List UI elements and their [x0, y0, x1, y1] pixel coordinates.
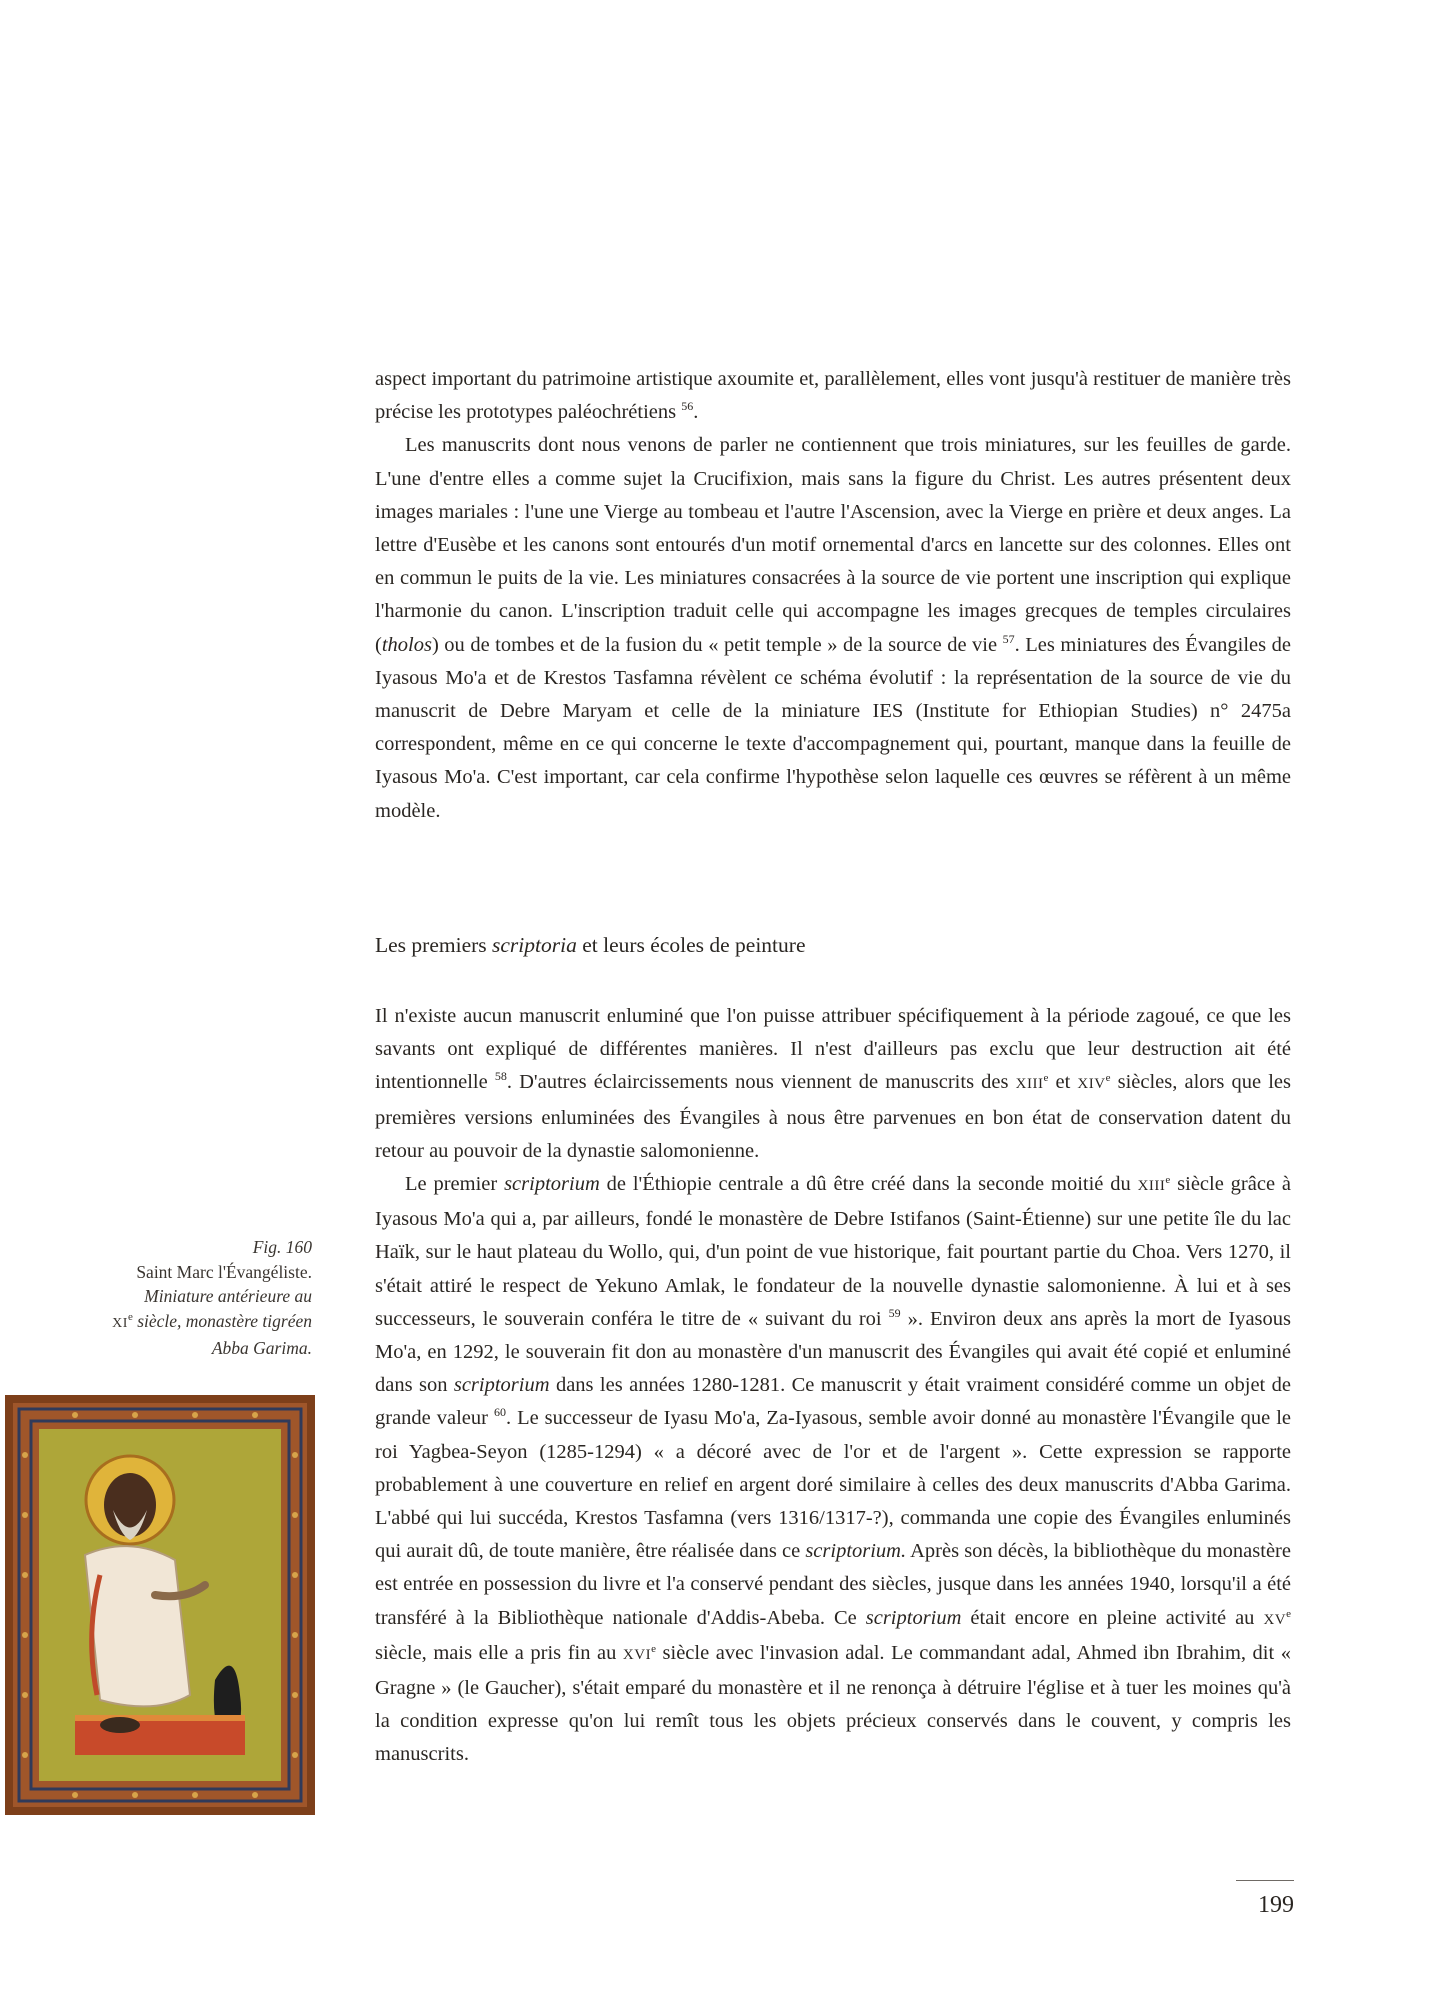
paragraph	[375, 1168, 1291, 1772]
figure-description	[60, 1309, 312, 1337]
page-number: 199	[1258, 1892, 1294, 1918]
figure-number: Fig. 160	[252, 1237, 312, 1257]
paragraph-text: Les manuscrits dont nous venons de parler ne contiennent que trois miniatures, sur les feuilles de garde. L'une d'entre elles a comme sujet la Crucifixion, mais sans la figure du Christ. Les autres présentent deux images mariales : l'une une Vierge au tombeau et l'autre l'Ascension, avec la Vierge en prière et deux anges. La lettre d'Eusèbe et les canons sont entourés d'un motif ornemental d'arcs en lancette sur des colonnes. Elles ont en commun le puits de la vie. Les miniatures consacrées à la source de vie portent une inscription qui explique l'harmonie du canon. L'inscription traduit celle qui accompagne les images grecques de temples circulaires (	[375, 434, 1291, 656]
heading-italic-term: scriptoria	[492, 933, 577, 957]
paragraph	[375, 1000, 1291, 1168]
paragraph-text: Après son décès, la bibliothèque du monastère est entrée en possession du livre et l'a conservé pendant des siècles, jusque dans les années 1940, lorsqu'il a été transféré à la Bibliothèque nationale d'Addis-Abeba. Ce	[375, 1540, 1291, 1629]
figure-description-text: siècle, monastère tigréen	[132, 1310, 312, 1331]
paragraph	[375, 429, 1291, 827]
miniature-saint-mark-image	[5, 1395, 315, 1815]
century-suffix: e	[1165, 1174, 1171, 1187]
footnote-ref[interactable]: 58	[494, 1069, 507, 1084]
paragraph-text: . Les miniatures des Évangiles de Iyasous Mo'a et de Krestos Tasfamna révèlent ce schéma évolutif : la représentation de la source de vie du manuscrit de Debre Maryam et celle de la miniature IES (Institute for Ethiopian Studies) n° 2475a correspondent, même en ce qui concerne le texte d'accompagnement qui, pourtant, manque dans la feuille de Iyasous Mo'a. C'est important, car cela confirme l'hypothèse selon laquelle ces œuvres se réfèrent à un même modèle.	[375, 633, 1292, 822]
century-numeral: XI	[112, 1315, 128, 1331]
paragraph-text: .	[693, 401, 699, 424]
white-robe	[85, 1546, 190, 1706]
paragraph	[375, 363, 1291, 429]
paragraph-text: ) ou de tombes et de la fusion du « petit temple » de la source de vie	[431, 633, 998, 656]
paragraph-text: Il n'existe aucun manuscrit enluminé que l'on puisse attribuer spécifiquement à la période zagoué, ce que les savants ont expliqué de différentes manières. Il n'est d'ailleurs pas exclu que leur destruction ait été intentionnelle	[375, 1005, 1291, 1094]
paragraph-text: . Le successeur de Iyasu Mo'a, Za-Iyasous, semble avoir donné au monastère l'Évangile que le roi Yagbea-Seyon (1285-1294) « a décoré avec de l'or et de l'argent ». Cette expression se rapporte probablement à une couverture en relief en argent doré similaire à celles des deux manuscrits d'Abba Garima. L'abbé qui lui succéda, Krestos Tasfamna (vers 1316/1317-?), commanda une copie des Évangiles enluminés qui aurait dû, de toute manière, être réalisée dans ce	[375, 1407, 1291, 1563]
paragraph-text: . D'autres éclaircissements nous viennent de manuscrits des	[506, 1071, 1016, 1094]
heading-text: Les premiers	[375, 933, 493, 957]
section-heading	[375, 930, 1291, 960]
paragraph-text: siècles, alors que les premières versions enluminées des Évangiles à nous être parvenues en bon état de conservation datent du retour au pouvoir de la dynastie salomonienne.	[375, 1071, 1291, 1162]
page-number-rule	[1236, 1880, 1294, 1881]
figure-title: Saint Marc l'Évangéliste.	[136, 1261, 312, 1282]
footnote-ref[interactable]: 59	[888, 1305, 901, 1320]
paragraph-text: de l'Éthiopie centrale a dû être créé dans la seconde moitié du	[599, 1173, 1138, 1196]
paragraph-text: aspect important du patrimoine artistique axoumite et, parallèlement, elles vont jusqu'à restituer de manière très précise les prototypes paléochrétiens	[375, 368, 1291, 424]
footnote-ref[interactable]: 60	[493, 1405, 506, 1420]
heading-text: et leurs écoles de peinture	[576, 933, 806, 957]
footnote-ref[interactable]: 57	[1002, 631, 1015, 646]
italic-term: scriptorium	[504, 1173, 600, 1196]
paragraph-text: ». Environ deux ans après la mort de Iyasous Mo'a, en 1292, le souverain fit don au monastère d'un manuscrit des Évangiles qui avait été copié et enluminé dans son	[375, 1307, 1292, 1397]
figure-description: Miniature antérieure au	[144, 1286, 312, 1306]
figure-description: Abba Garima.	[211, 1338, 312, 1358]
figure-caption	[60, 1235, 312, 1361]
century-suffix: e	[1286, 1607, 1291, 1620]
paragraph-text: et	[1048, 1071, 1078, 1094]
paragraph-text: siècle avec l'invasion adal. Le commandant adal, Ahmed ibn Ibrahim, dit « Gragne » (le Gaucher), s'était emparé du monastère et il ne renonça à détruire l'église et à tuer les moines qu'à la condition expresse qu'on lui remît tous les objets précieux conservés dans le couvent, y compris les manuscrits.	[375, 1641, 1291, 1766]
paragraph-text: siècle, mais elle a pris fin au	[375, 1641, 623, 1664]
century-numeral: XIII	[1137, 1178, 1166, 1195]
century-suffix: e	[651, 1642, 656, 1655]
italic-term: tholos	[381, 633, 432, 656]
paragraph-text: dans les années 1280-1281. Ce manuscrit y était vraiment considéré comme un objet de grande valeur	[375, 1374, 1291, 1430]
century-numeral: XIII	[1015, 1076, 1044, 1093]
foot	[100, 1717, 140, 1733]
saint-head	[104, 1473, 156, 1537]
italic-term: scriptorium	[453, 1374, 550, 1397]
paragraph-text: Le premier	[405, 1173, 505, 1196]
italic-term: scriptorium.	[805, 1540, 907, 1563]
text-block-top	[375, 363, 1291, 828]
miniature-illustration	[5, 1395, 315, 1815]
century-suffix: e	[1105, 1072, 1111, 1085]
text-block-bottom	[375, 1000, 1291, 1772]
century-suffix: e	[127, 1310, 133, 1323]
century-numeral: XIV	[1077, 1076, 1106, 1093]
century-suffix: e	[1043, 1072, 1049, 1085]
century-numeral: XVI	[622, 1646, 652, 1663]
paragraph-text: était encore en pleine activité au	[961, 1606, 1264, 1629]
italic-term: scriptorium	[865, 1606, 962, 1629]
century-numeral: XV	[1263, 1611, 1287, 1628]
footnote-ref[interactable]: 56	[681, 399, 694, 414]
footstool-edge	[75, 1715, 245, 1721]
paragraph-text: siècle grâce à Iyasous Mo'a qui a, par ailleurs, fondé le monastère de Debre Istifanos (Saint-Étienne) sur une petite île du lac Haïk, sur le haut plateau du Wollo, qui, d'un point de vue historique, fait pourtant partie du Choa. Vers 1270, il s'était attiré le respect de Yekuno Amlak, le fondateur de la nouvelle dynastie salomonienne. À lui et à ses successeurs, le souverain conféra le titre de « suivant du roi	[375, 1173, 1291, 1330]
